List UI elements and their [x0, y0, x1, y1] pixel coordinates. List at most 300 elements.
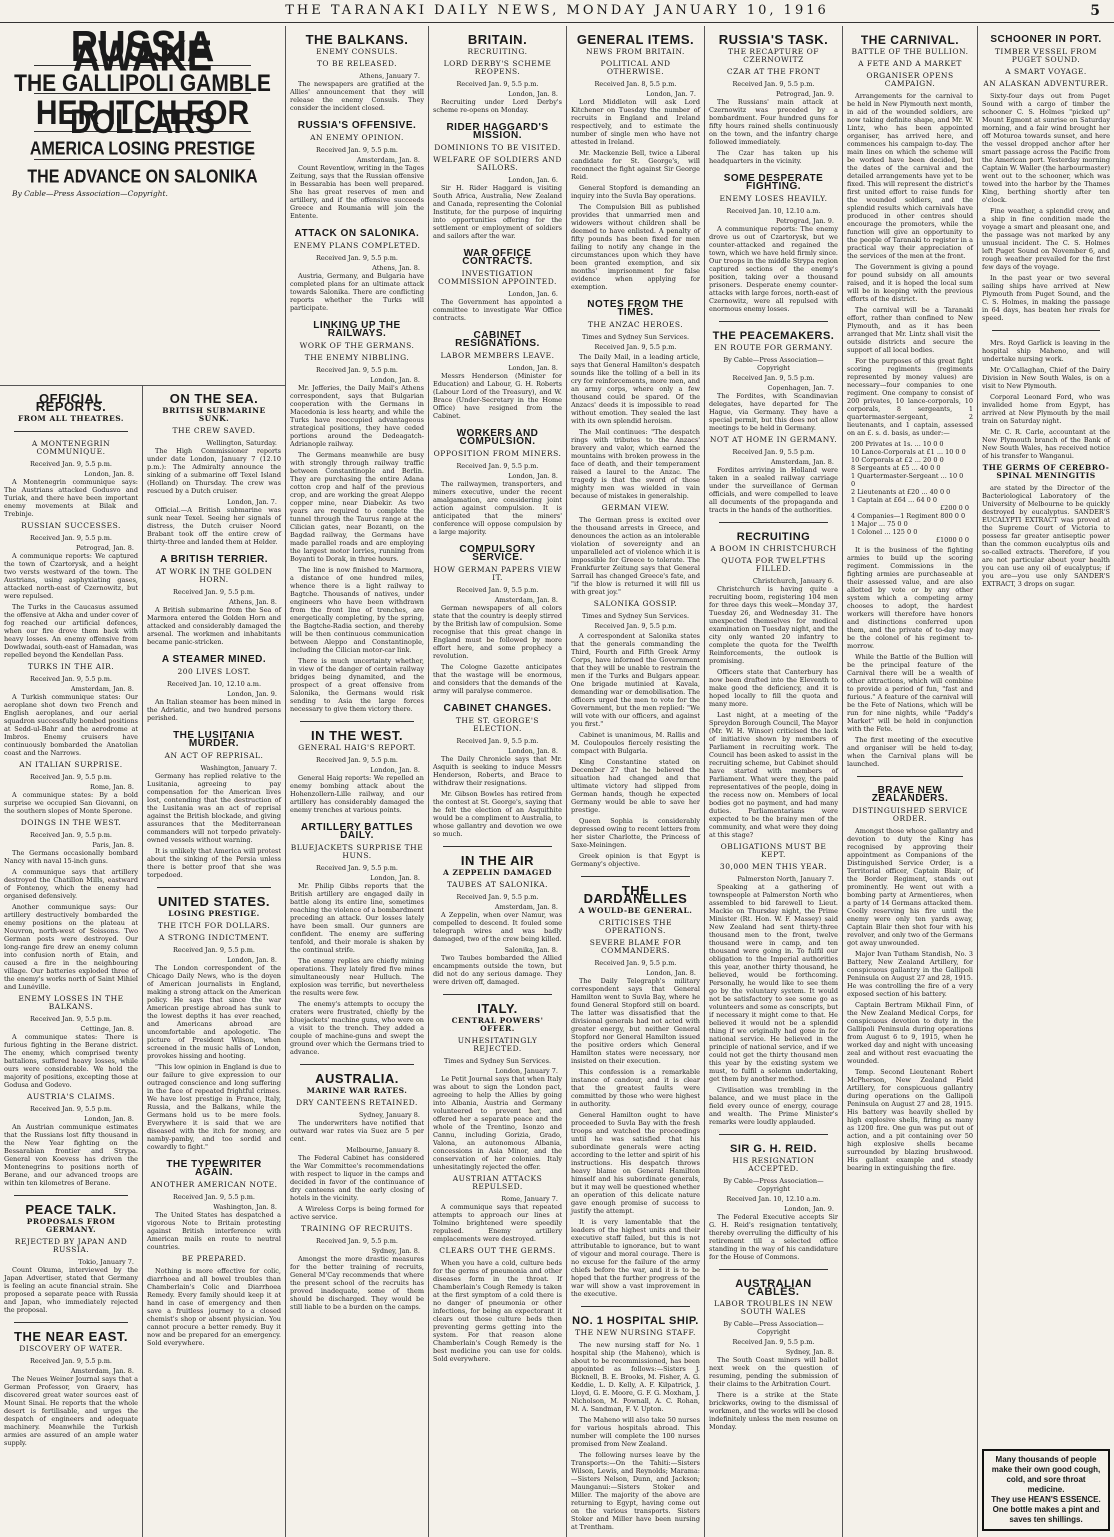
paragraph: The enemy's attempts to occupy the craters were frustrated, chiefly by the bluejackets' machine guns, who were on a visit to the trench. They added a couple of machine-guns and swept the ground over which the Germans tried to advance.	[290, 1000, 424, 1056]
paragraph: "This low opinion in England is due to our failure to give expression to our outraged conscience and long suffering in the face of repeated frightful crimes. We have lost prestige in France, Italy, Russia, and the Balkans, while the Germans hold us to be mere fools. Everywhere it is said that we are diseased with the itch for money, are namby-pamby, and too sordid and cowardly to fight."	[147, 1063, 281, 1151]
received-line: By Cable—Press Association—Copyright	[723, 1177, 824, 1193]
paragraph: A communique reports: We captured the town of Czartorysk, and a height two versts westward of the town. The Austrians, using asphyxiating gases, attacked north-east of Czernowitz, but were repulsed.	[4, 552, 138, 600]
subhead: A BOOM IN CHRISTCHURCH	[710, 544, 837, 553]
paragraph: The Cologne Gazette anticipates that the wastage will be enormous, and considers that the demands of the army will paralyse commerce.	[433, 663, 562, 695]
received-line: Received Jan. 9, 5.5 p.m.	[30, 831, 112, 839]
table-sum: £200 0 0	[940, 504, 969, 512]
paragraph: There is a strike at the State brickworks, owing to the dismissal of workmen, and the works will be closed indefinitely unless the men resume on Monday.	[709, 1391, 838, 1431]
subhead: TRAINING OF RECRUITS.	[301, 1224, 413, 1233]
subhead: THE GERMS OF CEREBRO-SPINAL MENINGITIS	[982, 463, 1110, 480]
paragraph: When you have a cold, culture beds for the germs of pneumonia and other diseases form in the throat. If Chamberlain's Cough Remedy is taken at the first symptom of a cold there is no danger of pneumonia or other infections, for being an expectorant it clears out those culture beds then preventing germs getting into the system. For that reason alone Chamberlain's Cough Remedy is the best medicine you can use for colds. Sold everywhere.	[433, 1259, 562, 1363]
subhead: AUSTRIAN ATTACKS REPULSED.	[452, 1174, 543, 1191]
paragraph: The Daily Mail, in a leading article, says that General Hamilton's despatch sounds like the tolling of a bell in its cry for reinforcements, more men, and an army corps, where only a few thousand could be spared. Of the Anzacs' deeds it is impossible to read without emotion. They sealed the last with its own splendid heroism.	[571, 353, 700, 425]
received-line: Received Jan. 9, 5.5 p.m.	[594, 959, 677, 967]
column-7	[843, 26, 978, 1537]
received-line: Received Jan. 9, 5.5 p.m.	[173, 946, 255, 954]
received-line: Received Jan. 9, 5.5 p.m.	[594, 343, 677, 351]
subhead: RUSSIA'S OFFENSIVE.	[297, 120, 417, 131]
paragraph: The London correspondent of the Chicago Daily News, who is the doyen of American journalists in England, making a strong attack on the American policy. He says that since the war American prestige abroad has sunk to the lowest depths it has ever reached, and Americans abroad are uncomfortable and apologetic. The picture of President Wilson, when screened in the music halls of London, provokes hissing and hooting.	[147, 964, 281, 1060]
received-line: Received Jan. 10, 12.10 a.m.	[726, 207, 821, 215]
paragraph: The Daily Telegraph's military correspondent says that General Hamilton went to Suvla Bay, where he found General Stopford still on board. The latter was dissatisfied that the divisional generals had not acted with greater energy, but neither General Stopford nor General Hamilton issued the positive orders which General Hamilton states were necessary, nor insisted on their execution.	[571, 977, 700, 1065]
paragraph: Le Petit Journal says that when Italy was about to sign the London pact, agreeing to help the Allies by going into Albania, Austria and Germany volunteered to prevent her, and offered her a separate peace and the whole of the Trentino, Isonzo and Cannu, including Gorizia, Grado, Valona, an autonomous Albania, concessions in Asia Minor, and the conservation of her colonies. Italy unhesitatingly rejected the offer.	[433, 1075, 562, 1171]
received-line: Received Jan. 10, 12.10 a.m.	[726, 1195, 821, 1203]
advert-line: One bottle makes a pint and	[992, 1505, 1100, 1514]
received-line: Times and Sydney Sun Services.	[581, 612, 690, 620]
near-east-title: THE NEAR EAST.	[14, 1329, 128, 1344]
paragraph: The Germans meanwhile are busy with strongly through railway traffic between Constantinople and Berlin. They are purchasing the entire Adana cotton crop and half of the previous crop, and are working the great Aleppo copper mine, near Diabekir. As two years are required to complete the tunnel through the Taurus range at the Cilician gates, near Bozanti, on the Bagdad railway, the Germans have made parallel roads and are employing the largest motor lorries, running from Boyanti to Dorak, in three hours.	[290, 451, 424, 563]
paragraph: A correspondent at Salonika states that the generals commanding the Third, Fourth and Fifth Greek Army Corps, have informed the Government that they will be unable to restrain the men if the Turks and Bulgars appear. One brigade mutinied at Kavala, demanding war or demobilisation. The officers urged the men to vote for the Government, but the men replied: "We will vote with our officers, and against you first."	[571, 632, 700, 728]
dateline: Cettinge, Jan. 8.	[80, 1025, 134, 1033]
subhead: CRITICISES THE OPERATIONS.	[598, 918, 673, 935]
subhead: WELFARE OF SOLDIERS AND SAILORS.	[433, 155, 562, 172]
dateline: Sydney, January 8.	[358, 1111, 420, 1119]
subhead: BRITISH SUBMARINE SUNK.	[162, 406, 266, 423]
paragraph: Another communique says: Our artillery destructively bombarded the enemy positions on the plateau at Nouvron, north-west of Soissons. Two German posts were destroyed. Our long-range fire drew an enemy column into confusion north of Etain, and caused a fire in the neighbouring village. Our batteries exploded three of the enemy's works north of Saint Mihiel and Lunéville.	[4, 903, 138, 991]
dateline: London, Jan. 8.	[84, 470, 134, 478]
advert-heading: BE PREPARED.	[181, 1254, 247, 1263]
dateline: London, Jan. 8.	[370, 874, 420, 882]
dateline: London, Jan. 6.	[508, 176, 558, 184]
dateline: London, Jan. 8.	[508, 364, 558, 372]
paragraph: Recruiting under Lord Derby's scheme re-opens on Monday.	[433, 98, 562, 114]
dateline: Wellington, Saturday.	[206, 439, 277, 447]
paragraph: Arrangements for the carnival to be held in New Plymouth next month, in aid of the wounded soldiers, are now taking definite shape, and Mr. W. Lintz, who has been appointed organiser, has arrived here, and commences his campaign to-day. The main lines on which the scheme will be worked have been decided, but the dates of the carnival and the detailed arrangements have yet to be fixed. This will represent the district's first united effort to raise funds for the wounded soldiers, and the splendid results which carnivals have produced in other centres should encourage the promoters, while the function will give an opportunity to the people of Taranaki to register in a practical way their appreciation of the services of the men at the front.	[847, 92, 973, 260]
subhead: LORD DERBY'S SCHEME REOPENS.	[443, 59, 552, 76]
received-line: Received Jan. 10, 12.10 a.m.	[166, 680, 262, 688]
subhead: A STRONG INDICTMENT.	[159, 933, 269, 942]
paragraph: For the purposes of this great fight scoring regiments (regiments represented by money values) are necessary—four companies to one regiment. One company to consist of 200 privates, 10 lance-corporals, 10 corporals, 8 sergeants, 1 quartermaster-sergeant, 2 lieutenants, and 1 captain, assessed on an £. s. d. basis, as under:—	[847, 357, 973, 437]
advert-line: saves ten shillings.	[1009, 1515, 1083, 1524]
dateline: Athens, Jan. 8.	[229, 598, 277, 606]
paragraph: Temp. Second Lieutenant Robert McPherson, New Zealand Field Artillery, for conspicuous gallantry during operations on the Gallipoli Peninsula on August 27 and 28, 1915. His battery was heavily shelled by high explosive shells, firing as many as 1200 fire. One gun was put out of action, and a pit containing over 50 high explosive shells became surrounded by blazing brushwood. His gallant example and steady bearing in extinguishing the fire.	[847, 1068, 973, 1172]
subhead: RIDER HAGGARD'S MISSION.	[446, 122, 549, 141]
subhead: A STEAMER MINED.	[161, 654, 267, 665]
subhead: DISCOVERY OF WATER.	[19, 1344, 123, 1353]
subhead: TO BE RELEASED.	[316, 59, 398, 68]
reid-title: SIR G. H. REID.	[730, 1143, 817, 1155]
subhead: OPPOSITION FROM MINERS.	[433, 449, 562, 458]
received-line: Received Jan. 9, 5.5 p.m.	[30, 675, 112, 683]
subhead: SALONIKA GOSSIP.	[593, 599, 678, 608]
table-row: 4 Companies—1 Regiment 800 0 0	[851, 512, 966, 520]
received-line: Received Jan. 9, 5.5 p.m.	[316, 756, 398, 764]
subhead: GENERAL HAIG'S REPORT.	[298, 743, 416, 752]
paragraph: Last night, at a meeting of the Spreydon Borough Council, The Mayor (Mr. W. H. Winsor) criticised the lack of initiative shown by members of Parliament in recruiting work. The Council has been asked to assist in the recruiting scheme, but Cabinet should have started with members of Parliament. What were they, the paid representatives of the people, doing in the recess now on. Members of local bodies got no payment, and had many duties. Parliamentarians were expected to be the brainy men of the community, and what were they doing at this stage?	[709, 711, 838, 839]
column-1	[0, 385, 143, 1537]
paragraph: The Mail continues: "The despatch rings with tributes to the Anzacs' bravery and valor, which earned the mountains with broken prowess in the face of death, and their temperament raised a laurel to the Anzac. The tragedy is that the sword of those mighty men was wielded in vain because of mistakes in generalship.	[571, 428, 700, 500]
received-line: Received Jan. 9, 5.5 p.m.	[316, 366, 398, 374]
paragraph: Sixty-four days out from Puget Sound with a cargo of timber the schooner C. S. Holmes "picked up" Mount Egmont at sunrise on Saturday morning, and a fair wind brought her off Moturoa towards sunset, and here the vessel dropped anchor after her smart passage across the Pacific from the American port. Yesterday morning Captain W. Waller (the harbourmaster) went out to the schooner, which was towed into the harbor by the Thames King, berthing shortly after ten o'clock.	[982, 92, 1110, 204]
subhead: WORK OF THE GERMANS.	[299, 341, 415, 350]
balkans-title: THE BALKANS.	[305, 32, 409, 47]
dateline: London, Jan. 8.	[508, 747, 558, 755]
paragraph: While the Battle of the Bullion will be the principal feature of the Carnival there will be a wealth of other attractions, which will combine to provide a period of fun, "fast and furious." A feature of the carnival will be the Fete of Nations, which will be run for nine nights, while "Paddy's Market" will be held in conjunction with the Fete.	[847, 653, 973, 733]
table-row: 2 Lieutenants at £20 ... 40 0 0	[851, 488, 951, 496]
subhead: AT WORK IN THE GOLDEN HORN.	[155, 567, 273, 584]
dateline: Palmerston North, January 7.	[737, 875, 834, 883]
subhead: HIS RESIGNATION ACCEPTED.	[732, 1156, 815, 1173]
subhead: WAR OFFICE CONTRACTS.	[462, 248, 533, 267]
subhead: NOTES FROM THE TIMES.	[587, 299, 684, 318]
subhead: ATTACK ON SALONIKA.	[294, 228, 420, 239]
paragraph: The Government is giving a pound for pound subsidy on all amounts raised, and it is hoped the local sum will be in keeping with the previous efforts of the district.	[847, 263, 973, 303]
headline-america: AMERICA LOSING PRESTIGE	[29, 139, 256, 160]
advert-line: They use HEAN'S ESSENCE.	[991, 1495, 1101, 1504]
received-line: Times and Sydney Sun Services.	[443, 1057, 552, 1065]
west-title: IN THE WEST.	[311, 728, 403, 743]
subhead: LABOR MEMBERS LEAVE.	[440, 351, 555, 360]
paragraph: It is the business of the fighting armies to build up the scoring regiment. Commissions in the fighting armies are purchaseable at their assessed value, and are also allotted by vote or by any other system which a competing army chooses to adopt, the hardest workers will therefore have honors and distinctions conferred upon them, and the private of to-day may be the colonel of his regiment to-morrow.	[847, 546, 973, 650]
subhead: A SMART VOYAGE.	[1005, 67, 1087, 76]
subhead: CABINET RESIGNATIONS.	[455, 330, 540, 349]
paragraph: The High Commissioner reports under date London, January 7 (12.10 p.m.): The Admiralty announce the sinking of a submarine off Texel Island (Holland) on Thursday. The crew was rescued by a Dutch cruiser.	[147, 447, 281, 495]
dateline: London, Jan. 7.	[227, 498, 277, 506]
paragraph: The Maheno will also take 50 nurses for various hospitals abroad. This number will complete the 100 nurses promised from New Zealand.	[571, 1416, 700, 1448]
australia-title: AUSTRALIA.	[315, 1071, 399, 1086]
peacemakers-title: THE PEACEMAKERS.	[712, 330, 835, 342]
paragraph: The Federal Executive accepts Sir G. H. Reid's resignation tentatively, thereby overruling the difficulty of his retirement till a selected office standing in the way of his candidature for the House of Commons.	[709, 1213, 838, 1261]
paragraph: Mr. Mackenzie Bell, twice a Liberal candidate for St. George's, will reconnect the fight against Sir George Reid.	[571, 149, 700, 181]
dardanelles-title: THE DARDANELLES	[583, 883, 688, 906]
hospital-ship-title: NO. 1 HOSPITAL SHIP.	[572, 1315, 699, 1327]
subhead: DOMINIONS TO BE VISITED.	[434, 143, 561, 152]
paragraph: The Compulsion Bill as published provides that unmarried men and widowers without children shall be deemed to have enlisted. A penalty of fifty pounds has been fixed for men failing to notify any change in the circumstances upon which they have been granted exemption, and six months' imprisonment for false evidence when applying for exemption.	[571, 203, 700, 291]
official-subhead: AUSTRIA'S CLAIMS.	[26, 1092, 116, 1101]
received-line: Received Jan. 9, 5.5 p.m.	[732, 448, 815, 456]
paragraph: A Montenegrin communique says: The Austrians attacked Godusvo and Turiak, and there have been important enemy movements at Bilak and Trebinje.	[4, 478, 138, 518]
subhead: THE NEW NURSING STAFF.	[575, 1328, 696, 1337]
received-line: Received Jan. 9, 5.5 p.m.	[456, 893, 539, 901]
table-row: 1 Quartermaster-Sergeant ... 10 0 0	[851, 472, 964, 488]
paragraph: General Stopford is demanding an inquiry into the Suvla Bay operations.	[571, 184, 700, 200]
dateline: Amsterdam, Jan. 8.	[70, 1367, 134, 1375]
column-5	[567, 26, 705, 1537]
paragraph: Count Reventlow, writing in the Tages Zeitung, says that the Russian offensive in Bessarabia has been well prepared. She has great reserves of men and artillery, and if the offensive succeeds Greece and Roumania will join the Entente.	[290, 164, 424, 220]
table-row: 10 Corporals at £2 ... 20 0 0	[851, 456, 944, 464]
paragraph: A communique reports: The enemy drove us out of Czartorysk, but we counter-attacked and regained the town, which we have held firmly since. Our troops in the middle Strypa region captured sections of the enemy's position, taking over a thousand prisoners. Desperate enemy counter-attacks with large forces, north-east of Czernowitz, were all repulsed with enormous enemy losses.	[709, 225, 838, 313]
received-line: Received Jan. 9, 5.5 p.m.	[456, 462, 539, 470]
dateline: Salonika, Jan. 8.	[504, 946, 558, 954]
paragraph: Officers state that Canterbury has now been drafted into the Eleventh to make good the deficiency, and it is hoped locally to fill the quota and many more.	[709, 668, 838, 708]
received-line: Received Jan. 9, 5.5 p.m.	[732, 1338, 815, 1346]
official-subhead: A MONTENEGRIN COMMUNIQUE.	[31, 439, 111, 456]
paragraph: An Austrian communique estimates that the Russians lost fifty thousand in the New Year fighting on the Bessarabian frontier and Strypa. General von Koevess has driven the Montenegrins to positions north of Berane, and our advanced troops are within ten kilometres of Berane.	[4, 1123, 138, 1187]
subhead: TIMBER VESSEL FROM PUGET SOUND.	[994, 47, 1098, 64]
subhead: THE RECAPTURE OF CZERNOWITZ	[728, 47, 819, 64]
paragraph: Major Ivan Tutham Standish, No. 3 Battery, New Zealand Artillery, for conspicuous gallantry in the Gallipoli Peninsula on August 27 and 28, 1915. He was controlling the fire of a very exposed section of his battery.	[847, 950, 973, 998]
peace-title: PEACE TALK.	[25, 1202, 117, 1217]
subhead: GERMAN VIEW.	[601, 503, 670, 512]
subhead: UNHESITATINGLY REJECTED.	[457, 1036, 538, 1053]
subhead: 30,000 MEN THIS YEAR.	[719, 862, 828, 871]
air-title: IN THE AIR	[460, 853, 535, 868]
dateline: Christchurch, January 6.	[752, 577, 834, 585]
subhead: QUOTA FOR TWELFTHS FILLED.	[721, 556, 826, 573]
subhead: AN ALASKAN ADVENTURER.	[983, 79, 1109, 88]
paragraph: A Turkish communique states: Our aeroplane shot down two French and English aeroplanes, and our aerial squadron successfully bombed positions at Sedd-ul-Bahr and the aerodrome at Imbros. Enemy cruisers have continuously bombarded the Anatolian coast and the Narrows.	[4, 693, 138, 757]
subhead: AN ACT OF REPRISAL.	[164, 751, 264, 760]
subhead: LOSING PRESTIGE.	[168, 909, 260, 918]
paragraph: A Wireless Corps is being formed for active service.	[290, 1205, 424, 1221]
paragraph: Messrs Henderson (Minister for Education) and Labour, G. H. Roberts (Labour Lord of the Treasury), and W. Brace (Under-Secretary in the Home Office) have resigned from the Cabinet.	[433, 372, 562, 420]
united-states-title: UNITED STATES.	[158, 894, 270, 909]
dateline: Copenhagen, Jan. 7.	[767, 384, 834, 392]
paragraph: There is much uncertainty whether, in view of the danger of certain railway bridges being dynamited, and the prospect of a great offensive from Salonika, the Germans would risk sending to Asia the large forces necessary to give them victory there.	[290, 657, 424, 713]
subhead: THE ANZAC HEROES.	[587, 320, 684, 329]
paragraph: A communique states: By a bold surprise we occupied San Giovanni, on the southern slopes of Monte Sperone.	[4, 791, 138, 815]
received-line: Received Jan. 9, 5.5 p.m.	[173, 1193, 255, 1201]
page-number: 5	[1090, 3, 1100, 19]
subhead: COMPULSORY SERVICE.	[459, 544, 536, 563]
subhead: OBLIGATIONS MUST BE KEPT.	[720, 842, 827, 859]
subhead: PROPOSALS FROM GERMANY.	[26, 1217, 116, 1234]
paragraph: The United States has despatched a vigorous Note to Britain protesting against British interference with American mails en route to neutral countries.	[147, 1211, 281, 1251]
subhead: A ZEPPELIN DAMAGED	[443, 868, 552, 877]
dateline: Washington, January 7.	[200, 764, 277, 772]
paragraph: The underwriters have notified that outward war rates via Suez are 5 per cent.	[290, 1119, 424, 1143]
paragraph: Official.—A British submarine was sunk near Texel. Seeing her signals of distress, the Dutch cruiser Noord Brabant took off the entire crew of thirty-three and landed them at Helder.	[147, 506, 281, 546]
advert-line: Many thousands of people	[995, 1455, 1097, 1464]
subhead: WORKERS AND COMPULSION.	[456, 428, 539, 447]
subhead: NOT AT HOME IN GERMANY.	[709, 435, 838, 444]
subhead: POLITICAL AND OTHERWISE.	[600, 59, 671, 76]
received-line: Received Jan. 9, 5.5 p.m.	[456, 80, 539, 88]
paragraph: The Government has appointed a committee to investigate War Office contracts.	[433, 298, 562, 322]
official-subhead: FROM ALL THEATRES.	[17, 414, 125, 423]
dateline: London, Jan. 9.	[784, 1205, 834, 1213]
dateline: Rome, January 7.	[501, 1195, 558, 1203]
headline-russia-awake: RUSSIA AWAKE	[70, 26, 215, 81]
received-line: Received Jan. 9, 5.5 p.m.	[732, 80, 815, 88]
paragraph: The newspapers are gratified at the Allies' announcement that they will release the enemy Consuls. They consider the incident closed.	[290, 80, 424, 112]
official-subhead: TURKS IN THE AIR.	[27, 662, 115, 671]
advert-text: Nothing is more effective for colic, diarrhoea and all bowel troubles than Chamberlain's Colic and Diarrhoea Remedy. Every family should keep it at hand in case of emergency and then save a fruitless journey to a closed chemist's shop or absent physician. You cannot procure a better remedy. Buy it now and be prepared for an emergency. Sold everywhere.	[147, 1267, 281, 1347]
subhead: LABOR TROUBLES IN NEW SOUTH WALES	[714, 1299, 833, 1316]
dateline: London, Jan. 8.	[370, 766, 420, 774]
paragraph: The Fordites, with Scandinavian delegates, have departed for The Hague, via Germany. They have a special permit, but this does not allow meetings to be held in Germany.	[709, 392, 838, 432]
subhead: THE ITCH FOR DOLLARS.	[157, 921, 271, 930]
subhead: A WOULD-BE GENERAL.	[578, 906, 693, 915]
received-line: Received Jan. 9, 5.5 p.m.	[316, 146, 398, 154]
paragraph: The new nursing staff for No. 1 hospital ship (the Maheno), which is about to be recommissioned, has been appointed as follows:—Sisters J. Bicknell, B. E. Brooks, M. Fisher, A. G. Keddie, L. D. Kelly, A. F. Kilpatrick, J. Lloyd, G. E. Moore, G. F. G. Moxham, J. Nicholson, M. Pownall, A. C. Rohan, M. A. Sandman, F. V. Upton.	[571, 1341, 700, 1413]
headline-salonika: THE ADVANCE ON SALONIKA	[27, 167, 258, 188]
subhead: CENTRAL POWERS' OFFER.	[451, 1016, 544, 1033]
advert-line: cold, and sore throat medicine.	[1006, 1475, 1086, 1494]
paragraph: Amongst those whose gallantry and devotion to duty the King has recognised by approving their appointment as Companions of the Distinguished Service Order, is a Territorial officer, Captain Blair, of the Border Regiment, stands out prominently. He went out with a bombing party at Armentieres, when a party of 14 Germans attacked them. Coolly reserving his fire until the enemy were only ten yards away, Captain Blair then shot four with his revolver, and only two of the Germans got away unwounded.	[847, 827, 973, 947]
paragraph: Corporal Leonard Ford, who was invalided home from Egypt, has arrived at New Plymouth by the mail train on Saturday night.	[982, 393, 1110, 425]
subhead: 200 LIVES LOST.	[177, 667, 251, 676]
schooner-title: SCHOONER IN PORT.	[990, 34, 1102, 45]
subhead: ENEMY LOSES HEAVILY.	[719, 194, 828, 203]
subhead: SEVERE BLAME FOR COMMANDERS.	[589, 938, 682, 955]
dateline: London, January 7.	[495, 1067, 558, 1075]
paragraph: A British submarine from the Sea of Marmora entered the Golden Horn and attacked and considerably damaged the arsenal. The workmen and inhabitants became panic-stricken.	[147, 606, 281, 646]
official-subhead: AN ITALIAN SURPRISE.	[19, 760, 123, 769]
paragraph: Count Okuma, interviewed by the Japan Advertiser, stated that Germany is feeling an acute financial strain. She proposed a separate peace with Russia and Japan, who immediately rejected the proposal.	[4, 1266, 138, 1314]
column-6	[705, 26, 843, 1537]
subhead: A BRITISH TERRIER.	[159, 554, 269, 565]
subhead: THE ENEMY NIBBLING.	[304, 353, 410, 362]
dateline: Melbourne, January 8.	[346, 1146, 420, 1154]
subhead: ENEMY CONSULS.	[316, 47, 398, 56]
subhead: EN ROUTE FOR GERMANY.	[714, 343, 833, 352]
sea-title: ON THE SEA.	[169, 391, 259, 406]
dateline: Petrograd, Jan. 9.	[776, 217, 834, 225]
dateline: London, Jan. 8.	[508, 90, 558, 98]
table-row: 1 Captain at £64 ... 64 0 0	[851, 496, 937, 504]
received-line: Received Jan. 9, 5.5 p.m.	[316, 1237, 398, 1245]
subhead: BLUEJACKETS SURPRISE THE HUNS.	[290, 843, 424, 860]
table-row: 1 Major ... 75 0 0	[851, 520, 908, 528]
paragraph: The enemy replies are chiefly mining operations. They lately fired five mines simultaneously near Hulluch. The explosion was terrific, but nevertheless the results were few.	[290, 957, 424, 997]
paragraph: The Czar has taken up his headquarters in the vicinity.	[709, 149, 838, 165]
column-2	[143, 385, 286, 1537]
subhead: ARTILLERY BATTLES DAILY.	[300, 822, 414, 841]
paragraph: Greek opinion is that Egypt is Germany's objective.	[571, 852, 700, 868]
table-row: 1 Colonel ... 125 0 0	[851, 528, 918, 536]
paragraph: The German press is excited over the thousand arrests in Greece, and denounces the action as an intolerable violation of sovereignty and an unparalleled act of violence which it is impossible for Greece to tolerate. The Frankfurter Zeitung says that General Sarrail has changed Greece's fate, and "if the blow is returned it will fill us with great joy."	[571, 516, 700, 596]
paragraph: The Turks in the Caucasus assumed the offensive at Akha and under cover of fog reached our artificial defences, when our fire drove them back with heavy losses. An enemy offensive from Dowlwadai, south-east of Hamadan, was repelled beyond the Kendellan Pass.	[4, 603, 138, 659]
cables-title: AUSTRALIAN CABLES.	[735, 1278, 812, 1298]
paragraph: Mr. Gibson Bowles has retired from the contest at St. George's, saying that he felt the election of an Asquithite would be a compliment to Australia, to whose gallantry and devotion we owe so much.	[433, 790, 562, 838]
official-subhead: DOINGS IN THE WEST.	[20, 818, 122, 827]
paragraph: The following nurses leave by the Transports:—On the Tahiti:—Sisters Wilson, Lewis, and Reynolds; Marama:—Sisters Nelson, Dunn, and Jackson; Maunganui:—Sisters Stoker and Miller. The majority of the above are returning to Egypt, having come out on the various transports. Sisters Stoker and Miller have been nursing at Trentham.	[571, 1451, 700, 1531]
dateline: Petrograd, Jan. 9.	[776, 90, 834, 98]
dateline: Amsterdam, Jan. 8.	[494, 596, 558, 604]
paragraph: Christchurch is having quite a recruiting boom, registering 104 men for three days this week—Monday 37, Tuesday 26, and Wednesday 31. The unexpected themselves for medical examination on Tuesday night, and the city only wanted 20 infantry to complete the quota for the Twelfth Reinforcements, the outlook is promising.	[709, 585, 838, 665]
dateline: London, Jan. 8.	[646, 969, 696, 977]
dateline: London, Jan. 8.	[227, 956, 277, 964]
subhead: BATTLE OF THE BULLION.	[851, 47, 969, 56]
paragraph: It is very lamentable that the leaders of the highest units and their executive staff failed, but this is not attributable to ignorance, but to want of vigour and moral courage. There is no excuse for the failure of the army chiefs before the war, and it is to be hoped that the further progress of the war will show a vast improvement in the executive.	[571, 1218, 700, 1298]
table-sum: £1000 0 0	[935, 536, 969, 544]
subhead: HOW GERMAN PAPERS VIEW IT.	[433, 565, 562, 582]
dateline: Paris, Jan. 8.	[92, 841, 134, 849]
masthead-title: THE TARANAKI DAILY NEWS, MONDAY JANUARY 10, 1916	[285, 3, 829, 18]
table-row: 10 Lance-Corporals at £1 ... 10 0 0	[851, 448, 966, 456]
scoring-table	[851, 440, 969, 544]
subhead: CZAR AT THE FRONT	[726, 67, 821, 76]
subhead: DRY CANTEENS RETAINED.	[296, 1098, 418, 1107]
subhead: CLEARS OUT THE GERMS.	[439, 1246, 556, 1255]
received-line: Received Jan. 9, 5.5 p.m.	[30, 1015, 112, 1023]
italy-title: ITALY.	[477, 1001, 518, 1016]
received-line: Received Jan. 9, 5.5 p.m.	[732, 374, 815, 382]
dateline: Amsterdam, Jan. 8.	[356, 156, 420, 164]
dateline: Athens, January 7.	[359, 72, 420, 80]
paragraph: Amongst the more drastic measures for the better training of recruits, General M'Cay recommends that where the present school of the recruits has proved inadequate, some of them should be discharged. They would be still liable to be a burden on the camps.	[290, 1255, 424, 1311]
received-line: By Cable—Press Association—Copyright	[723, 1320, 824, 1336]
received-line: Received Jan. 9, 5.5 p.m.	[456, 737, 539, 745]
subhead: CABINET CHANGES.	[443, 703, 552, 714]
dateline: Sydney, Jan. 8.	[371, 1247, 420, 1255]
table-row: 8 Sergeants at £5 ... 40 0 0	[851, 464, 941, 472]
lead-block	[0, 26, 286, 386]
paragraph: German newspapers of all colors state that the country is deeply stirred by the British law of compulsion. Some recognise that this great change in England must be followed by more effort here, and some prophecy a revolution.	[433, 604, 562, 660]
heans-essence-advert	[982, 1449, 1110, 1531]
paragraph: Mrs. Royd Garlick is leaving in the hospital ship Maheno, and will undertake nursing work.	[982, 339, 1110, 363]
received-line: By Cable—Press Association—Copyright	[723, 356, 824, 372]
paragraph: Two Taubes bombarded the Allied encampments outside the town, but did not do any serious damage. They were driven off, damaged.	[433, 954, 562, 986]
paragraph: Mr. O'Callaghan, Chief of the Dairy Division in New South Wales, is on a visit to New Plymouth.	[982, 366, 1110, 390]
subhead: INVESTIGATION COMMISSION APPOINTED.	[438, 269, 557, 286]
russias-task-title: RUSSIA'S TASK.	[718, 32, 829, 47]
brave-title: BRAVE NEW ZEALANDERS.	[871, 785, 949, 804]
subhead: THE ST. GEORGE'S ELECTION.	[455, 716, 540, 733]
received-line: Received Jan. 9, 5.5 p.m.	[30, 1105, 112, 1113]
paragraph: Mr. Philip Gibbs reports that the British artillery are engaged daily in battle along its entire line, sometimes reaching the violence of a bombardment preceding an attack. Our losses lately have been small. Our gunners are confident. The enemy are suffering tenfold, and their morale is shaken by the continual strife.	[290, 882, 424, 954]
dateline: London, Jan. 8.	[370, 376, 420, 384]
paragraph: The carnival will be a Taranaki effort, rather than confined to New Plymouth, and as it has been arranged that Mr. Lintz shall visit the outside districts and secure the support of all local bodies.	[847, 306, 973, 354]
paragraph: A communique says that artillery destroyed the Chatillon Mills, eastward of Fontenoy, which the enemy had organised defensively.	[4, 868, 138, 900]
dateline: London, Jan. 9.	[227, 690, 277, 698]
paragraph: The South Coast miners will ballot next week on the question of resuming, pending the submission of their claims to the Arbitration Court.	[709, 1356, 838, 1388]
received-line: Times and Sydney Sun Services.	[581, 333, 690, 341]
dateline: Washington, Jan. 8.	[213, 1203, 277, 1211]
received-line: Received Jan. 9, 5.5 p.m.	[30, 460, 112, 468]
subhead: THE TYPEWRITER AGAIN.	[166, 1159, 262, 1178]
dateline: Tokio, January 7.	[78, 1258, 134, 1266]
paragraph: Austria, Germany, and Bulgaria have completed plans for an ultimate attack towards Salonika. There are conflicting reports whether the Turks will participate.	[290, 272, 424, 312]
received-line: Received Jan. 9, 5.5 p.m.	[30, 534, 112, 542]
subhead: THE CREW SAVED.	[172, 426, 256, 435]
subhead: A FETE AND A MARKET	[858, 59, 962, 68]
subhead: THE LUSITANIA MURDER.	[173, 730, 255, 749]
paragraph: The Neues Weiner Journal says that a German Professor, von Graerv, has discovered great water sources east of Mount Sinai. He reports that the whole desert is fertilisable, and urges the despatch of engineers and adequate machinery. Meanwhile the Turkish armies are assured of an ample water supply.	[4, 1375, 138, 1447]
paragraph: Cabinet is unanimous, M. Rallis and M. Coulopoulos fiercely resisting the compact with Bulgaria.	[571, 731, 700, 755]
paragraph: Sir H. Rider Haggard is visiting South Africa, Australia, New Zealand and Canada, representing the Colonial Institute, for the purpose of inquiring into opportunities offering for the settlement or employment of soldiers and sailors after the war.	[433, 184, 562, 240]
paragraph: Lord Middleton will ask Lord Kitchener on Tuesday the number of recruits in England and Ireland respectively, and to estimate the number of single men who have not attested in Ireland.	[571, 98, 700, 146]
advert-line: make their own good cough,	[991, 1465, 1101, 1474]
paragraph: In the past year or two several sailing ships have arrived at New Plymouth from Puget Sound, and the C. S. Holmes, in making the passage in 64 days, has beaten her rivals for speed.	[982, 274, 1110, 322]
recruiting-title: RECRUITING	[736, 531, 811, 543]
paragraph: Queen Sophia is considerably depressed owing to recent letters from her sister Charlotte, the Princess of Saxe-Meiningen.	[571, 817, 700, 849]
received-line: Received Jan. 9, 5.5 p.m.	[30, 773, 112, 781]
dateline: London, Jan. 6.	[508, 290, 558, 298]
column-4	[429, 26, 567, 1537]
received-line: Received Jan. 9, 5.5 p.m.	[30, 1357, 112, 1365]
dateline: Amsterdam, Jan. 8.	[494, 903, 558, 911]
received-line: Received Jan. 9, 5.5 p.m.	[316, 254, 398, 262]
paragraph: This confession is a remarkable instance of candour, and it is clear that the greatest faults were committed by those who were highest in authority.	[571, 1068, 700, 1108]
received-line: Received Jan. 9, 5.5 p.m.	[173, 588, 255, 596]
paragraph: King Constantine stated on December 27 that he believed the situation had changed and that ultimate victory had slipped from German hands, though he expected Germany would be able to save her prestige.	[571, 758, 700, 814]
paragraph: An Italian steamer has been mined in the Adriatic, and two hundred persons perished.	[147, 698, 281, 722]
column-8	[978, 26, 1114, 1537]
subhead: TAUBES AT SALONIKA.	[446, 880, 549, 889]
dateline: London, Jan. 7.	[646, 90, 696, 98]
subhead: REJECTED BY JAPAN AND RUSSIA.	[14, 1237, 128, 1254]
byline: By Cable—Press Association—Copyright.	[12, 189, 168, 198]
subhead: ORGANISER OPENS CAMPAIGN.	[866, 71, 954, 88]
paragraph: The Federal Cabinet has considered the War Committee's recommendations with respect to liquor in the camps and decided in favor of the continuance of dry canteens and the early closing of hotels in the vicinity.	[290, 1154, 424, 1202]
subhead: LINKING UP THE RAILWAYS.	[313, 320, 401, 339]
paragraph: A communique states: There is furious fighting in the Berane district. The enemy, which comprised twenty battalions, suffered heavy losses, while ours were considerable. We hold the majority of positions, excepting those at Godusa and Godevo.	[4, 1033, 138, 1089]
dateline: Amsterdam, Jan. 8.	[70, 685, 134, 693]
paragraph: The line is now finished to Marmora, a distance of one hundred miles, whence there is a light railway to Bagtche. Thousands of natives, under engineers who have been withdrawn from the front line of trenches, are energetically completing, by the spring, the Bagtche-Radia section, and thereby will be then continuous communication between Aleppo and Constantinople, including the Cilician motor-car link.	[290, 566, 424, 654]
dateline: London, Jan. 8.	[84, 1115, 134, 1123]
paragraph: Civilisation was trembling in the balance, and we must place in the field every ounce of energy, courage and wealth. The Prime Minister's remarks were loudly applauded.	[709, 1086, 838, 1126]
dateline: Sydney, Jan. 8.	[785, 1348, 834, 1356]
table-row: 200 Privates at 1s. ... 10 0 0	[851, 440, 944, 448]
paragraph: A communique says that repeated attempts to approach our lines at Tolmino brightened were speedily repulsed. Enemy artillery emplacements were destroyed.	[433, 1203, 562, 1243]
dateline: Athens, Jan. 8.	[372, 264, 420, 272]
carnival-title: THE CARNIVAL.	[860, 33, 960, 47]
paragraph: Fordites arriving in Holland were taken in a sealed railway carriage under the surveillance of German officials, and were compelled to leave all documents of the propaganda and tracts in the hands of the authorities.	[709, 466, 838, 514]
paragraph: The Germans occasionally bombard Nancy with naval 15-inch guns.	[4, 849, 138, 865]
paragraph: General Hamilton ought to have proceeded to Suvla Bay with the fresh troops and watched the proceedings until he was satisfied that his subordinate generals were acting according to the letter and spirit of his instructions. His despatch throws heavy blame on General Hamilton himself and his subordinate generals, but it may well be questioned whether an operation of this delicate nature gave enough promise of success to justify the attempt.	[571, 1111, 700, 1215]
subhead: AN ENEMY OPINION.	[310, 133, 404, 142]
